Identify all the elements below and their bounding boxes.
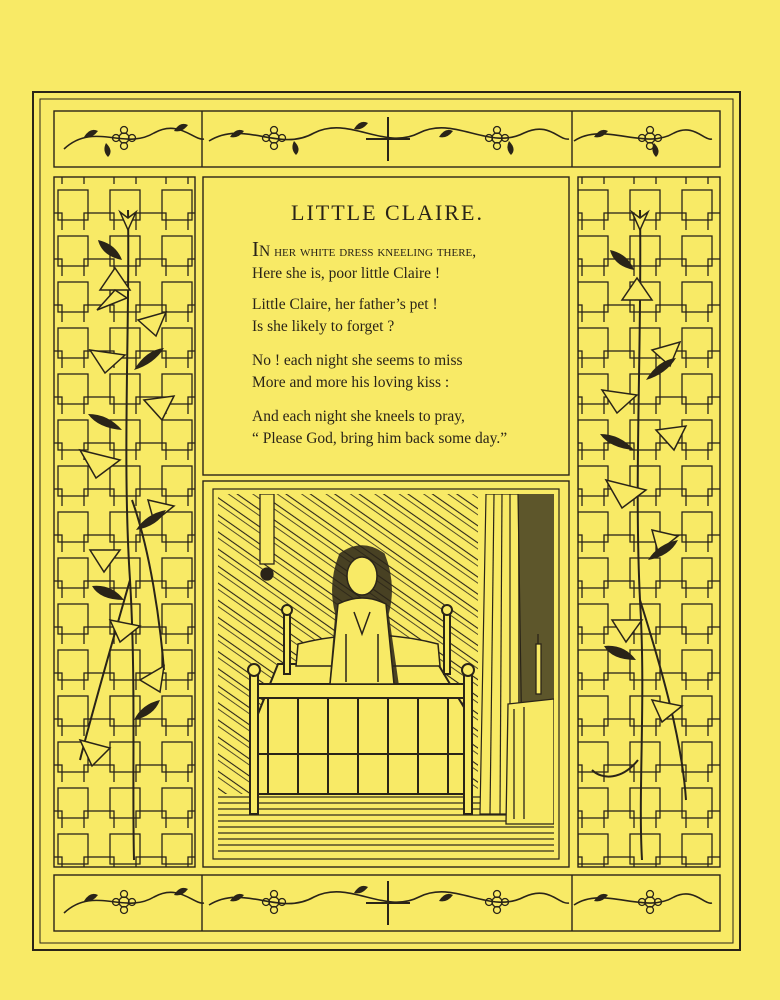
verse-line: Little Claire, her father’s pet ! bbox=[252, 296, 438, 313]
drop-cap: I bbox=[252, 237, 259, 261]
verse-line: “ Please God, bring him back some day.” bbox=[252, 430, 508, 447]
verse-line: IN her white dress kneeling there, bbox=[252, 237, 477, 261]
bottom-floral-border bbox=[54, 875, 720, 931]
left-lily-icon bbox=[60, 200, 190, 865]
verse-line: Here she is, poor little Claire ! bbox=[252, 265, 441, 282]
poem-title: LITTLE CLAIRE. bbox=[291, 200, 484, 225]
verse-line: And each night she kneels to pray, bbox=[252, 408, 465, 425]
right-lily-icon bbox=[582, 200, 712, 865]
verse-line: More and more his loving kiss : bbox=[252, 374, 450, 391]
stanza-2 bbox=[252, 294, 572, 338]
verse-line: No ! each night she seems to miss bbox=[252, 352, 463, 369]
stanza-4 bbox=[252, 406, 572, 450]
top-floral-border bbox=[54, 111, 720, 167]
verse-line: Is she likely to forget ? bbox=[252, 318, 395, 335]
stanza-3 bbox=[252, 350, 572, 394]
stanza-1 bbox=[252, 238, 572, 285]
girl-kneeling-illustration bbox=[218, 494, 554, 854]
